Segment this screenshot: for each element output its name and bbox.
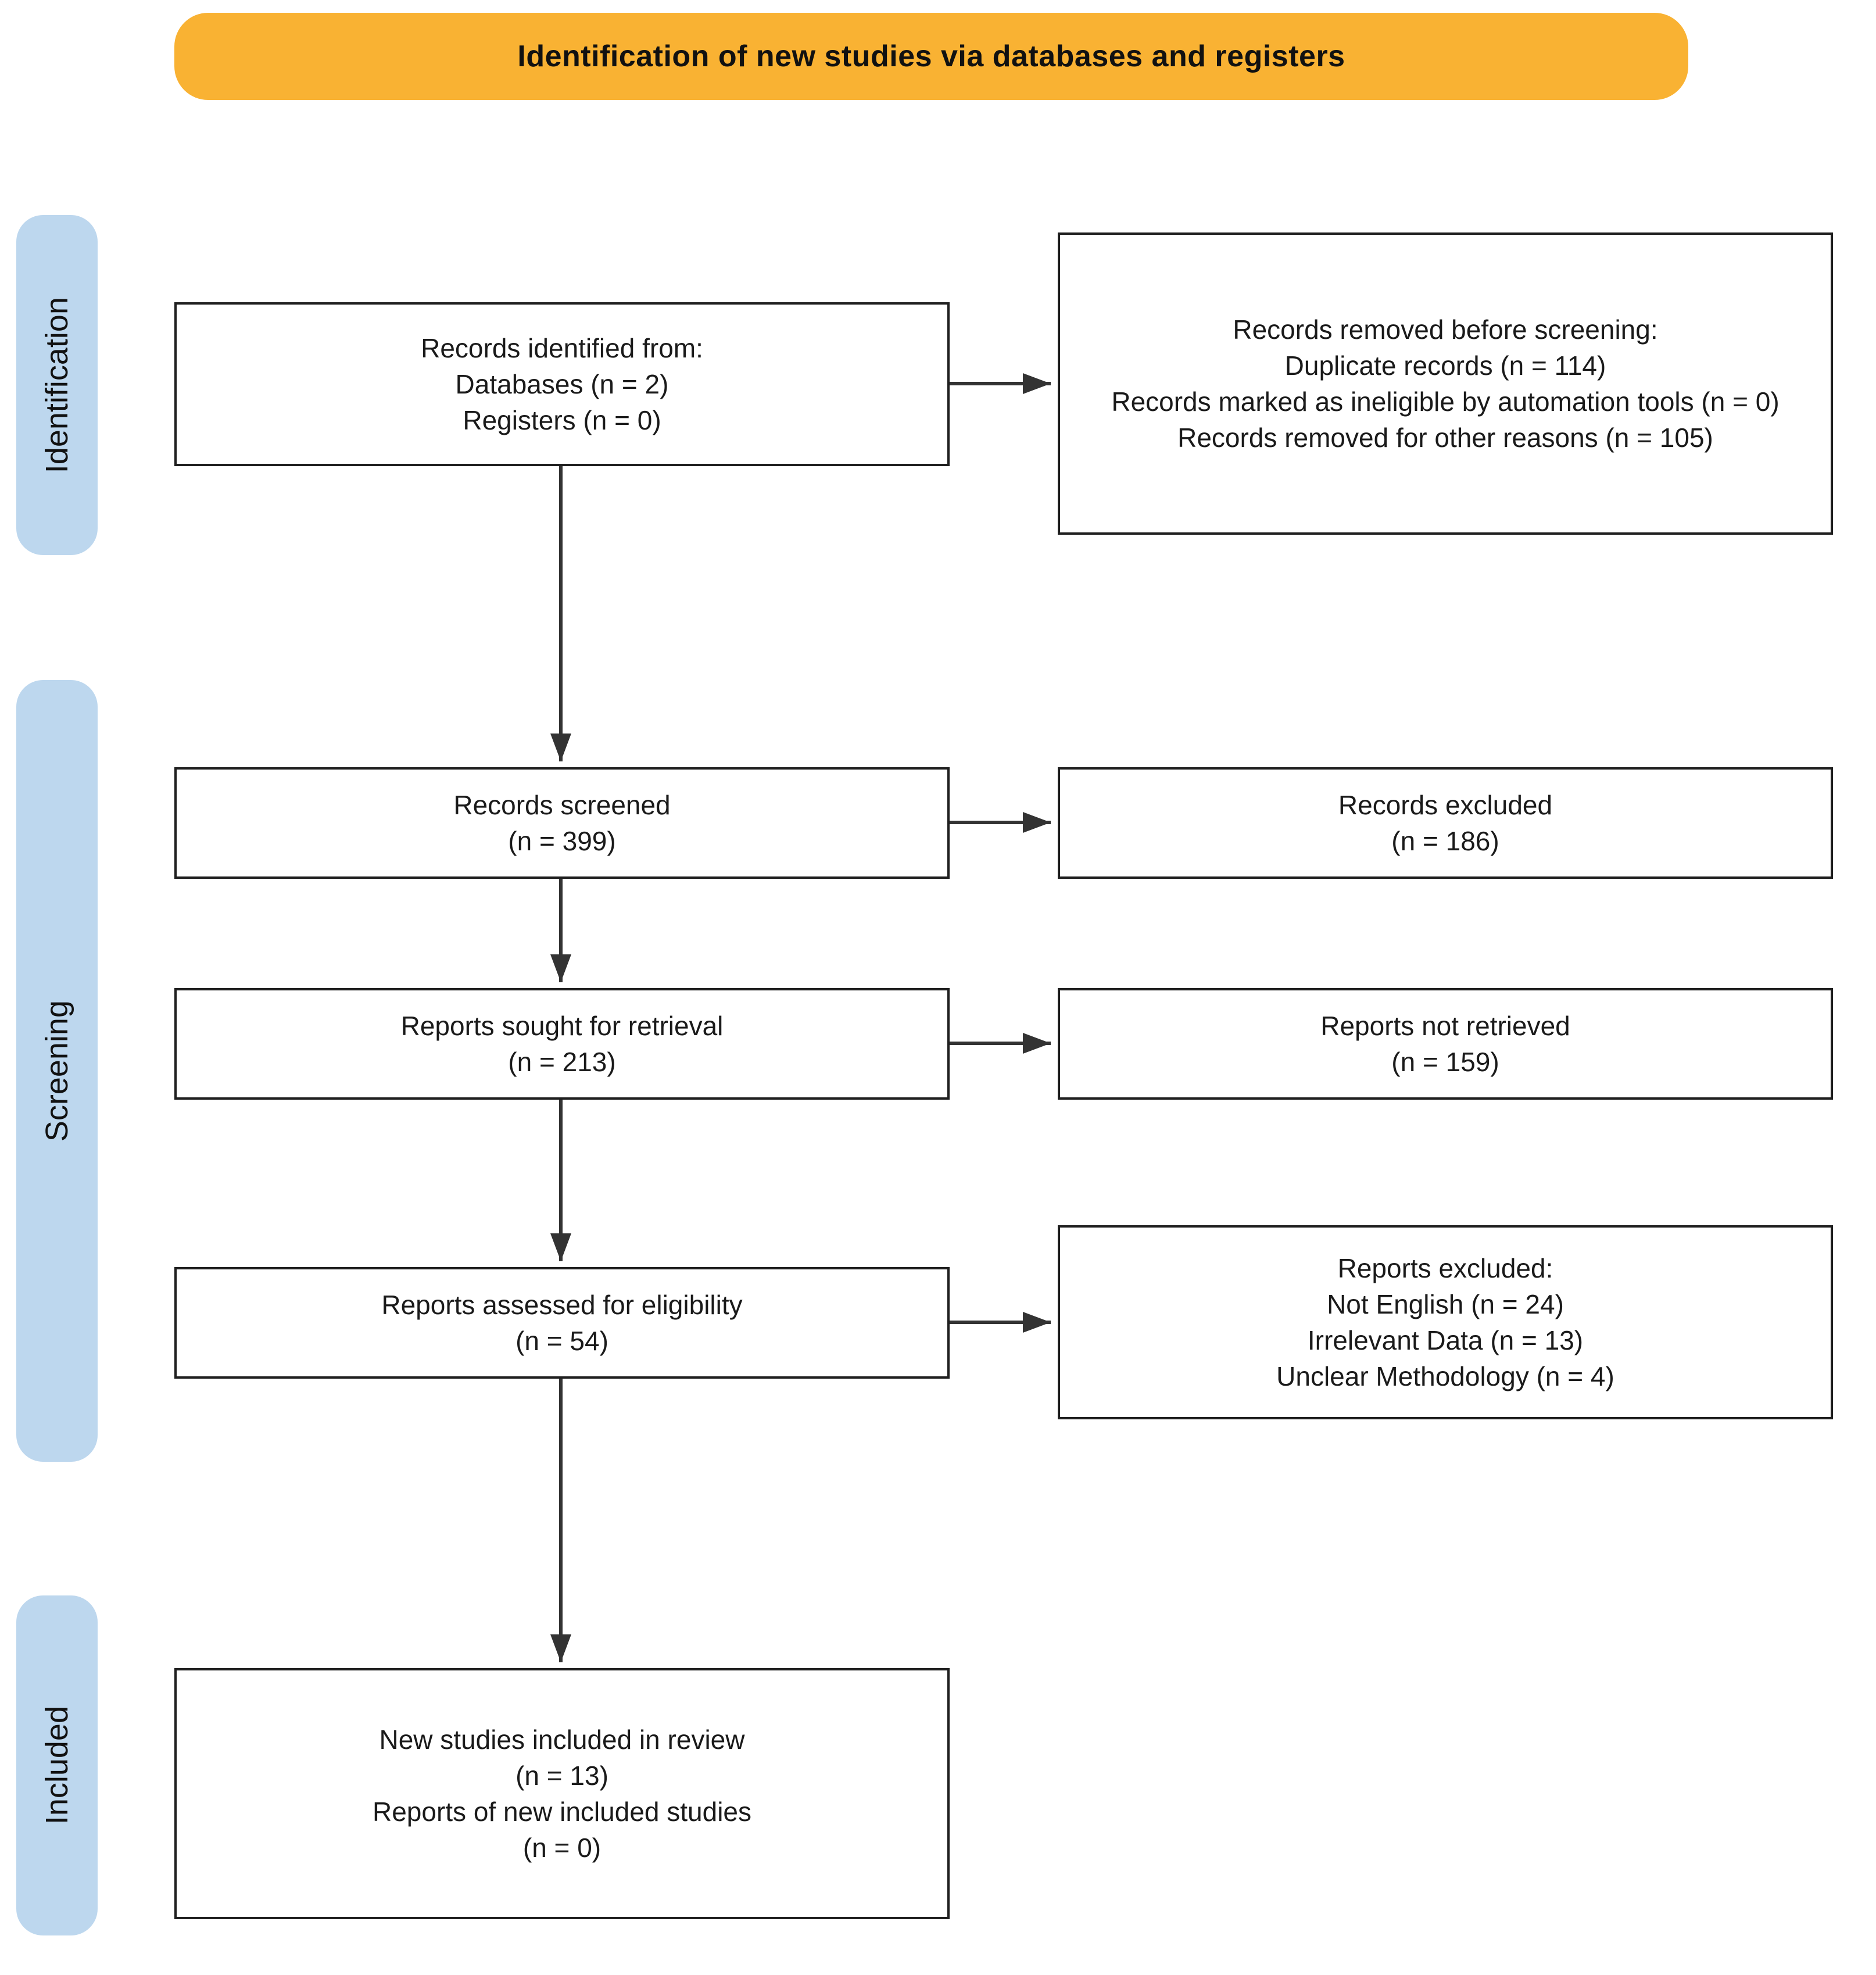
box-line: (n = 54) <box>515 1326 608 1356</box>
box-line: Records screened <box>453 790 671 820</box>
box-line: Reports sought for retrieval <box>400 1011 724 1041</box>
stage-label-identification <box>16 215 98 555</box>
box-line: Reports not retrieved <box>1320 1011 1570 1041</box>
box-reports-assessed <box>174 1267 950 1379</box>
box-line: Reports excluded: <box>1337 1253 1553 1283</box>
banner <box>174 13 1688 100</box>
box-line: Records identified from: <box>421 333 703 363</box>
box-reports-not-retrieved <box>1058 988 1833 1100</box>
box-studies-included <box>174 1668 950 1919</box>
box-records-removed <box>1058 232 1833 535</box>
box-line: Irrelevant Data (n = 13) <box>1307 1325 1584 1355</box>
box-reports-excluded <box>1058 1225 1833 1419</box>
box-line: Duplicate records (n = 114) <box>1284 350 1606 381</box>
box-line: Registers (n = 0) <box>463 405 661 435</box>
box-records-excluded <box>1058 767 1833 879</box>
box-line: (n = 186) <box>1391 826 1499 856</box>
box-line: (n = 213) <box>508 1047 616 1077</box>
stage-label-identification-text: Identification <box>40 296 74 474</box>
stage-label-included-text: Included <box>40 1706 74 1825</box>
box-line: (n = 13) <box>515 1761 608 1791</box>
box-line: Reports of new included studies <box>372 1797 752 1827</box>
box-records-identified <box>174 302 950 466</box>
box-line: Records removed before screening: <box>1233 314 1658 345</box>
box-line: Records marked as ineligible by automation tools (n = 0) <box>1111 387 1780 417</box>
banner-title: Identification of new studies via databases and registers <box>517 40 1345 73</box>
box-line: (n = 0) <box>522 1833 602 1863</box>
box-line: Reports assessed for eligibility <box>381 1290 743 1320</box>
box-line: Records removed for other reasons (n = 105) <box>1177 423 1713 453</box>
stage-label-screening-text: Screening <box>40 1000 74 1142</box>
stage-label-screening <box>16 680 98 1462</box>
box-line: New studies included in review <box>379 1724 745 1755</box>
stage-label-included <box>16 1595 98 1935</box>
box-reports-sought <box>174 988 950 1100</box>
box-records-screened <box>174 767 950 879</box>
box-line: Databases (n = 2) <box>455 369 669 399</box>
box-line: (n = 159) <box>1391 1047 1499 1077</box>
box-line: (n = 399) <box>508 826 616 856</box>
box-line: Unclear Methodology (n = 4) <box>1276 1361 1614 1391</box>
box-line: Records excluded <box>1338 790 1553 820</box>
box-line: Not English (n = 24) <box>1327 1289 1564 1319</box>
